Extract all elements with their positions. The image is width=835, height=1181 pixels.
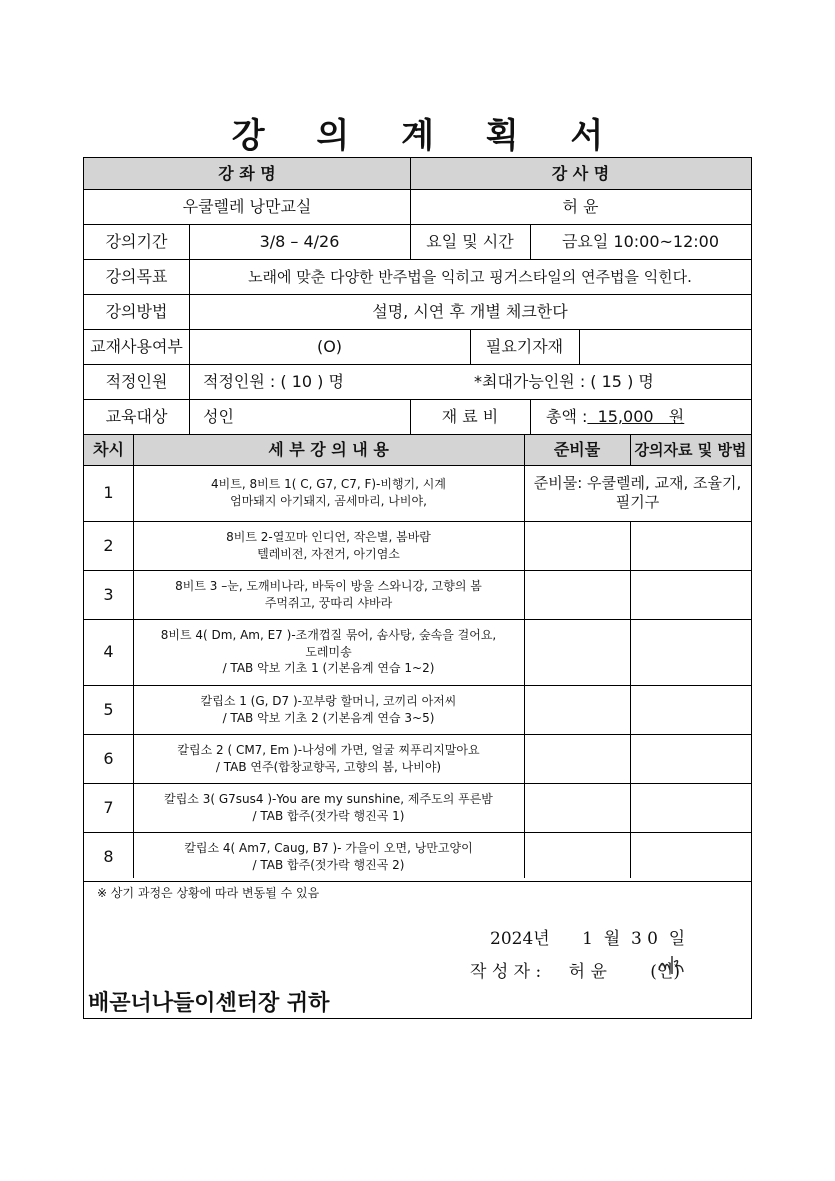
capacity-proper: 적정인원 : ( 10 ) 명 [203,371,344,391]
equipment-value [579,329,751,364]
session-content-line: 주먹쥐고, 꿍따리 샤바라 [264,595,393,610]
goal-value: 노래에 맞춘 다양한 반주법을 익히고 핑거스타일의 연주법을 익힌다. [248,267,692,286]
textbook-label: 교재사용여부 [90,336,183,356]
target-label: 교육대상 [105,406,168,426]
session-content-line: 도레미송 [305,644,352,659]
session-number: 7 [103,797,114,817]
fee-value [530,399,751,434]
method-label: 강의방법 [105,301,168,321]
session-content-line: 텔레비전, 자전거, 아기염소 [257,546,400,561]
session-content-line: 칼립소 4( Am7, Caug, B7 )- 가을이 오면, 낭만고양이 [184,840,473,855]
session-content [133,734,524,783]
session-content [133,685,524,734]
session-content [133,832,524,881]
session-content-line: 칼립소 1 (G, D7 )-꼬부랑 할머니, 코끼리 아저씨 [200,693,457,708]
fee-amount: 15,000 원 [587,406,685,426]
fee-prefix: 총액 : [546,406,588,426]
instructor-label: 강 사 명 [410,158,751,189]
session-number: 5 [103,699,114,719]
col-content-header: 세 부 강 의 내 용 [133,434,524,465]
session-content-line: 칼립소 2 ( CM7, Em )-나성에 가면, 얼굴 찌푸리지말아요 [177,742,480,757]
session-number: 1 [103,483,114,503]
session-content-line: / TAB 악보 기초 1 (기본음계 연습 1~2) [222,661,435,676]
document-date: 2024년 1 월 3 0 일 [490,929,686,949]
session-content-line: 8비트 4( Dm, Am, E7 )-조개껍질 묶어, 솜사탕, 숲속을 걸어요, [160,627,497,642]
session-content-line: / TAB 합주(젓가락 행진곡 2) [252,857,405,872]
session-number: 4 [103,642,114,662]
seal-mark: (인) [650,962,680,982]
fee-label: 재 료 비 [441,406,499,426]
session-content-line: / TAB 합주(젓가락 행진곡 1) [252,808,405,823]
period-value: 3/8 – 4/26 [259,231,340,251]
author-line [470,957,680,982]
day-time-value: 금요일 10:00~12:00 [561,231,720,251]
session-content [133,521,524,570]
document-title: 강 의 계 획 서 [231,116,624,156]
method-value: 설명, 시연 후 개별 체크한다 [372,301,568,321]
course-name-label: 강 좌 명 [84,158,410,189]
session-content [133,783,524,832]
textbook-value: (O) [316,336,343,356]
session-number: 2 [103,535,114,555]
equipment-label: 필요기자재 [485,336,564,356]
author-label: 작 성 자 : [470,962,542,982]
target-value: 성인 [203,406,234,426]
session-content-line: 엄마돼지 아기돼지, 곰세마리, 나비야, [230,494,427,508]
signature-icon [656,952,686,978]
session-content-line: 4비트, 8비트 1( C, G7, C7, F)-비행기, 시계 [211,477,446,492]
period-label: 강의기간 [105,231,168,251]
session-number: 8 [103,846,114,866]
session-content [133,570,524,619]
session-number: 3 [103,584,114,604]
goal-label: 강의목표 [105,266,168,286]
col-material-header: 강의자료 및 방법 [630,434,751,465]
session-content [133,465,524,521]
session-content-line: 칼립소 3( G7sus4 )-You are my sunshine, 제주도의 푸른밤 [164,791,493,806]
session-number: 6 [103,748,114,768]
addressee: 배곧너나들이센터장 귀하 [88,991,330,1016]
session-content-line: 8비트 3 –눈, 도깨비나라, 바둑이 방울 스와니강, 고향의 봄 [175,578,482,593]
session-content-line: / TAB 연주(합창교향곡, 고향의 봄, 나비야) [215,759,442,774]
instructor-value: 허 윤 [562,196,599,216]
change-notice: ※ 상기 과정은 상황에 따라 변동될 수 있음 [97,886,320,900]
session-content-line: 8비트 2-열꼬마 인디언, 작은별, 봄바람 [226,529,431,544]
author-name: 허 윤 [568,962,607,982]
capacity-max: *최대가능인원 : ( 15 ) 명 [474,371,654,391]
course-name-value: 우쿨렐레 낭만교실 [182,196,312,216]
capacity-label: 적정인원 [105,371,168,391]
session-content [133,619,524,685]
session-content-line: / TAB 악보 기초 2 (기본음계 연습 3~5) [222,710,435,725]
col-prep-header: 준비물 [524,434,630,465]
prep-note: 준비물: 우쿨렐레, 교재, 조율기, 필기구 [533,473,742,511]
day-time-label: 요일 및 시간 [426,231,514,251]
col-no-header: 차시 [84,434,133,465]
